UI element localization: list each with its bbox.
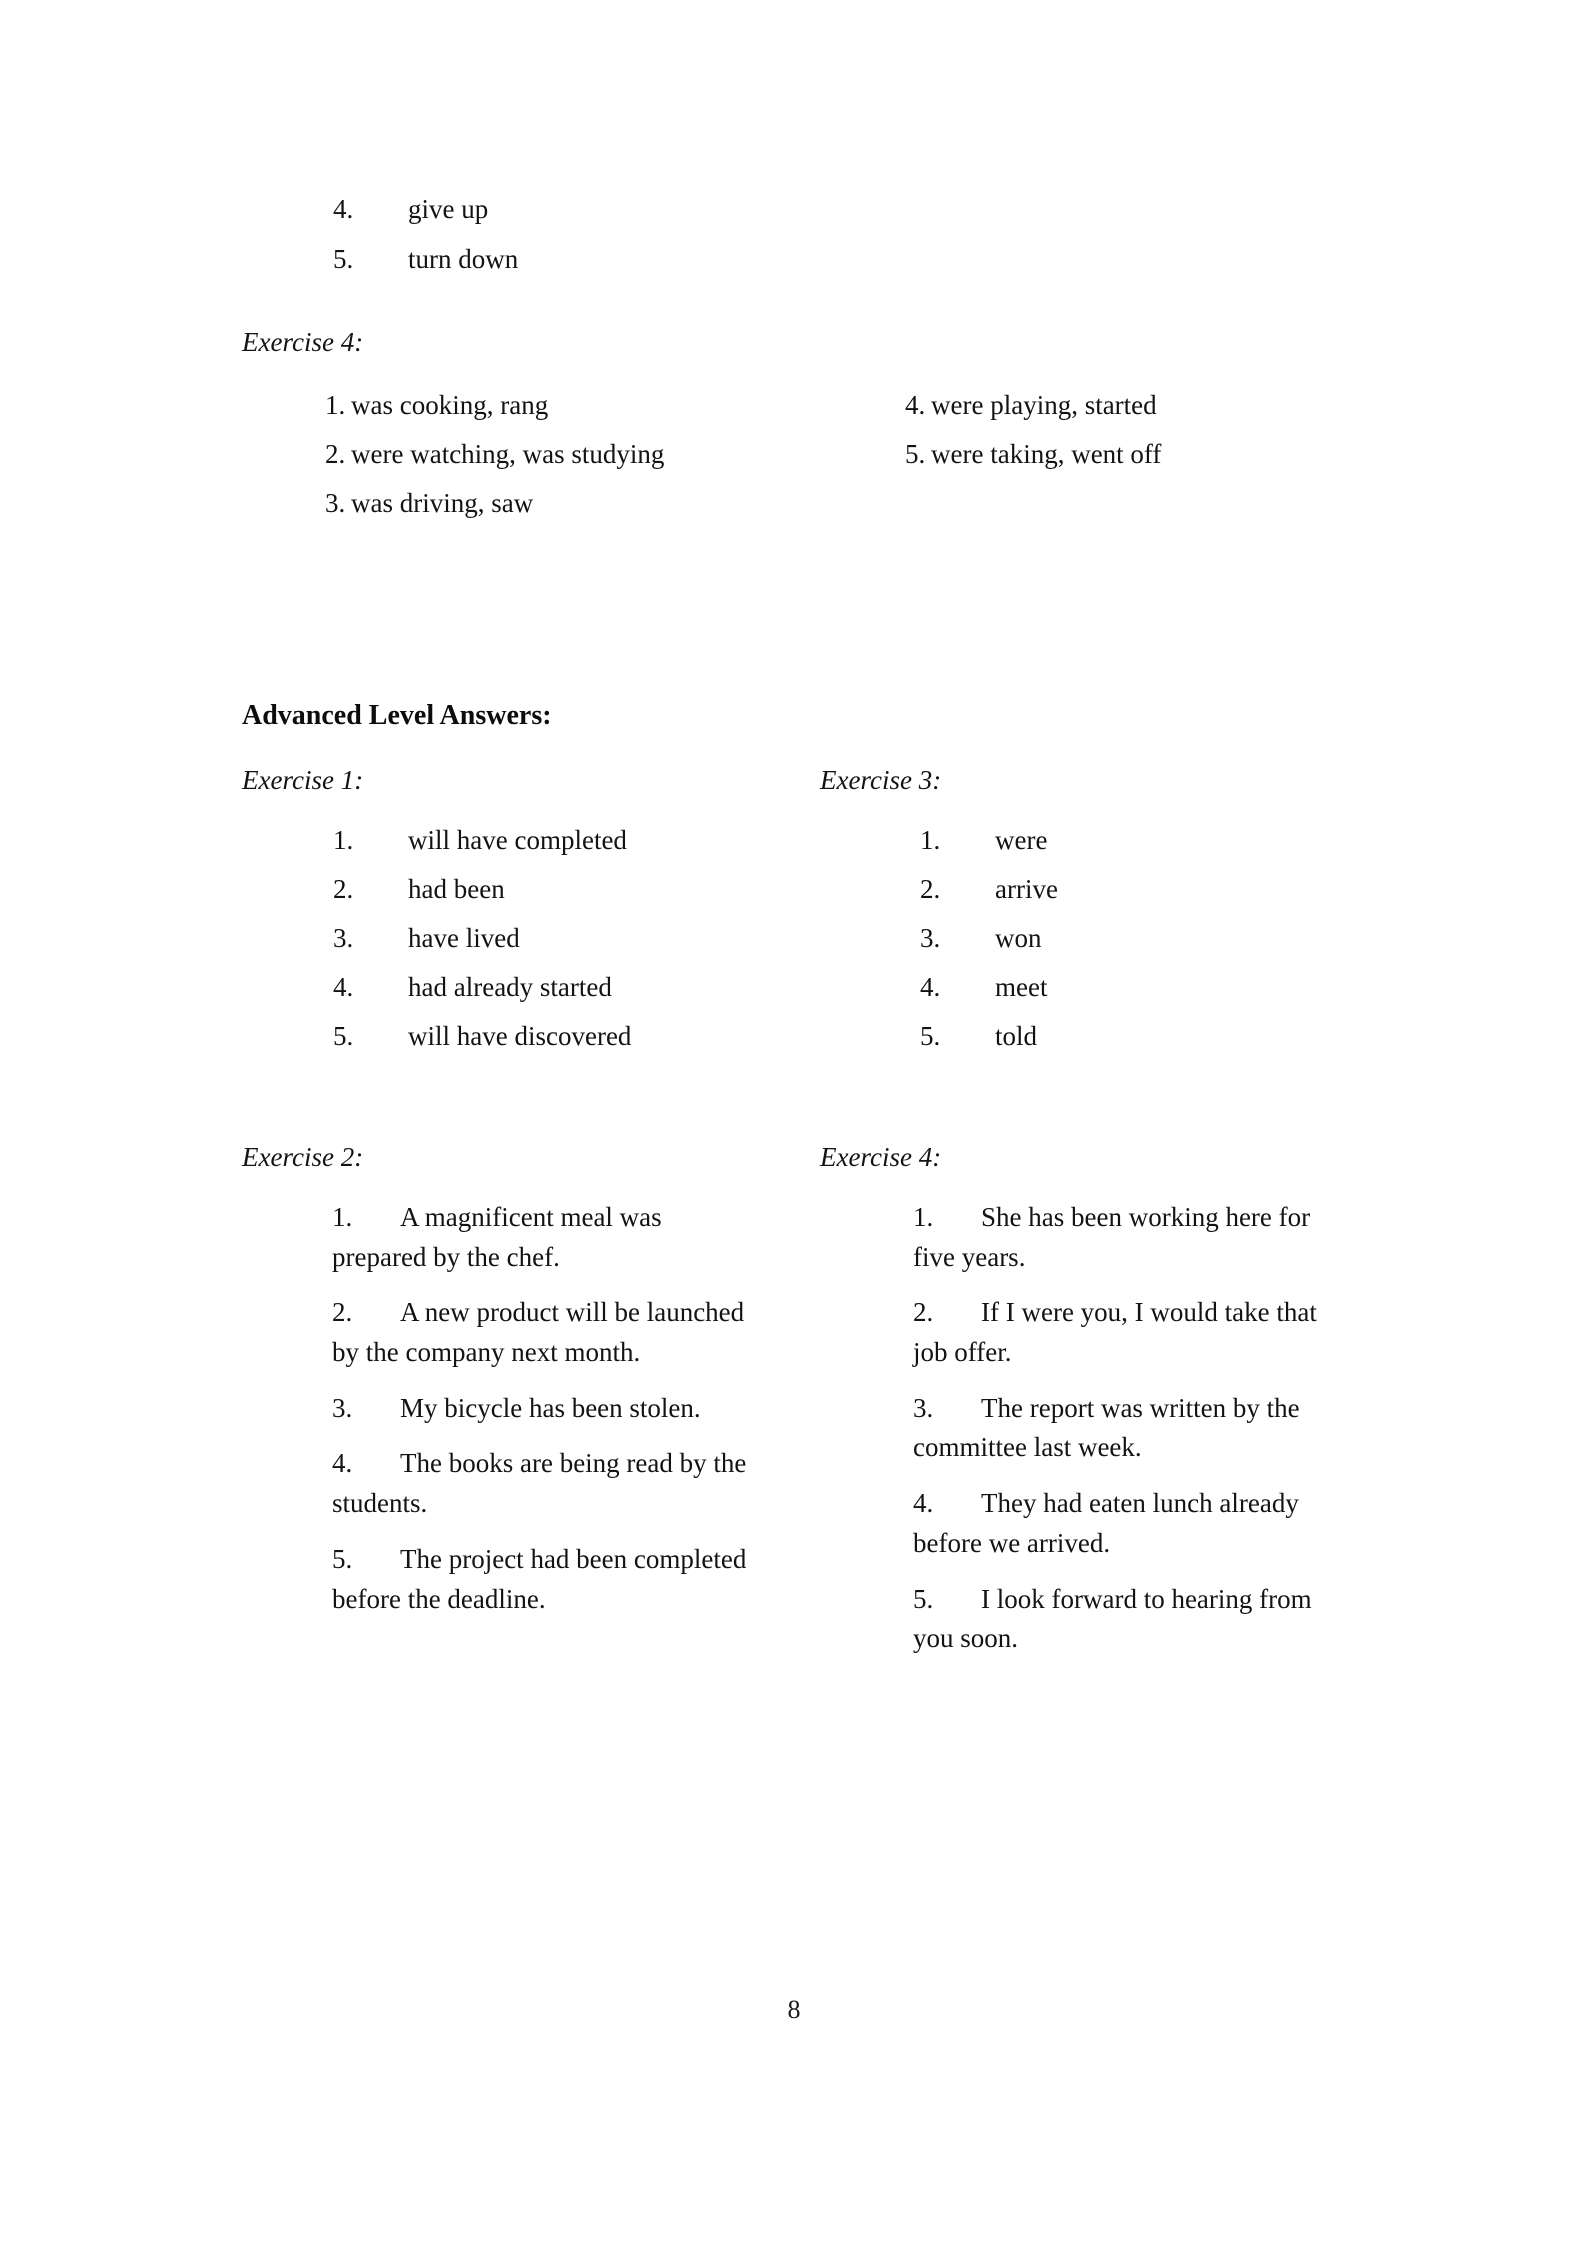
list-item-number: 4.: [920, 972, 941, 1002]
list-item: [332, 1540, 752, 1619]
list-item-number: 4.: [905, 390, 926, 420]
list-item: [913, 1198, 1353, 1277]
list-item: [913, 1389, 1353, 1468]
list-item-text: told: [995, 1021, 1038, 1051]
list-item-number: 5.: [333, 244, 354, 274]
list-item-number: 2.: [913, 1297, 934, 1328]
exercise2-answer-list: [332, 1198, 752, 1635]
list-item-number: 2.: [920, 874, 941, 904]
list-item-text: will have discovered: [408, 1021, 632, 1051]
list-item-number: 3.: [920, 923, 941, 953]
list-item-text: A new product will be launched by the company next month.: [332, 1297, 745, 1368]
list-item-text: A magnificent meal was prepared by the chef.: [332, 1202, 662, 1272]
list-item-number: 5.: [913, 1583, 934, 1614]
list-item-number: 4.: [333, 194, 354, 224]
list-item: [333, 1021, 853, 1052]
list-item-text: have lived: [408, 923, 520, 953]
list-item-text: meet: [995, 972, 1048, 1002]
list-item: [332, 1444, 752, 1523]
list-item: [332, 1389, 752, 1429]
list-item: [332, 1293, 752, 1372]
list-item: [913, 1580, 1353, 1659]
list-item-number: 5.: [905, 439, 926, 469]
list-item: [325, 390, 945, 421]
exercise4-top-answers-left: [325, 390, 945, 537]
list-item: [333, 825, 853, 856]
list-item-text: The books are being read by the students.: [332, 1448, 747, 1519]
list-item-text: I look forward to hearing from you soon.: [913, 1583, 1312, 1654]
list-item-text: was driving, saw: [351, 488, 534, 518]
list-item: [333, 194, 1033, 225]
list-item: [905, 390, 1525, 421]
list-item-number: 4.: [332, 1448, 353, 1479]
continued-answer-list: [333, 194, 1033, 294]
list-item-number: 5.: [332, 1543, 353, 1574]
list-item-text: were taking, went off: [931, 439, 1162, 469]
list-item-number: 1.: [913, 1202, 934, 1232]
list-item-text: had already started: [408, 972, 612, 1002]
list-item-text: If I were you, I would take that job offer.: [913, 1297, 1317, 1368]
list-item: [905, 439, 1525, 470]
exercise4-answer-list: [913, 1198, 1353, 1675]
list-item-number: 2.: [333, 874, 354, 904]
list-item: [913, 1293, 1353, 1372]
exercise3-answer-list: [920, 825, 1350, 1070]
list-item-text: had been: [408, 874, 505, 904]
list-item-text: won: [995, 923, 1042, 953]
list-item-text: was cooking, rang: [351, 390, 549, 420]
list-item: [920, 923, 1350, 954]
list-item-number: 5.: [333, 1021, 354, 1051]
exercise-label-4-top: Exercise 4:: [242, 327, 364, 357]
list-item-number: 1.: [332, 1202, 353, 1232]
list-item-number: 4.: [913, 1488, 934, 1519]
list-item: [920, 1021, 1350, 1052]
list-item-text: The report was written by the committee last week.: [913, 1392, 1300, 1463]
list-item-text: They had eaten lunch already before we arrived.: [913, 1488, 1299, 1558]
list-item-number: 5.: [920, 1021, 941, 1051]
list-item-text: She has been working here for five years.: [913, 1202, 1311, 1272]
list-item-text: were playing, started: [931, 390, 1157, 420]
list-item: [333, 244, 1033, 275]
list-item-number: 3.: [333, 923, 354, 953]
list-item-number: 1.: [920, 825, 941, 855]
list-item-text: were watching, was studying: [351, 439, 665, 469]
list-item-number: 2.: [325, 439, 346, 469]
page-title: Advanced Level Answers:: [242, 700, 552, 731]
list-item: [333, 972, 853, 1003]
exercise-label-4-advanced: Exercise 4:: [820, 1142, 942, 1172]
list-item-text: arrive: [995, 874, 1058, 904]
page-number: 8: [787, 1995, 801, 2024]
list-item: [920, 972, 1350, 1003]
exercise-label-1: Exercise 1:: [242, 765, 364, 795]
list-item-number: 4.: [333, 972, 354, 1002]
list-item-text: My bicycle has been stolen.: [400, 1392, 701, 1423]
list-item: [920, 874, 1350, 905]
list-item: [325, 488, 945, 519]
list-item-text: will have completed: [408, 825, 627, 855]
list-item: [920, 825, 1350, 856]
list-item-text: The project had been completed before the deadline.: [332, 1543, 747, 1614]
list-item-number: 1.: [325, 390, 346, 420]
list-item-text: turn down: [408, 244, 519, 274]
list-item-number: 1.: [333, 825, 354, 855]
list-item: [333, 874, 853, 905]
exercise4-top-answers-right: [905, 390, 1525, 488]
exercise-label-2: Exercise 2:: [242, 1142, 364, 1172]
list-item-number: 3.: [913, 1392, 934, 1423]
list-item-text: give up: [408, 194, 489, 224]
list-item: [913, 1484, 1353, 1563]
list-item: [332, 1198, 752, 1277]
list-item: [325, 439, 945, 470]
list-item-number: 3.: [332, 1392, 353, 1423]
list-item-text: were: [995, 825, 1048, 855]
list-item-number: 3.: [325, 488, 346, 518]
exercise-label-3: Exercise 3:: [820, 765, 942, 795]
exercise1-answer-list: [333, 825, 853, 1070]
list-item-number: 2.: [332, 1297, 353, 1328]
list-item: [333, 923, 853, 954]
